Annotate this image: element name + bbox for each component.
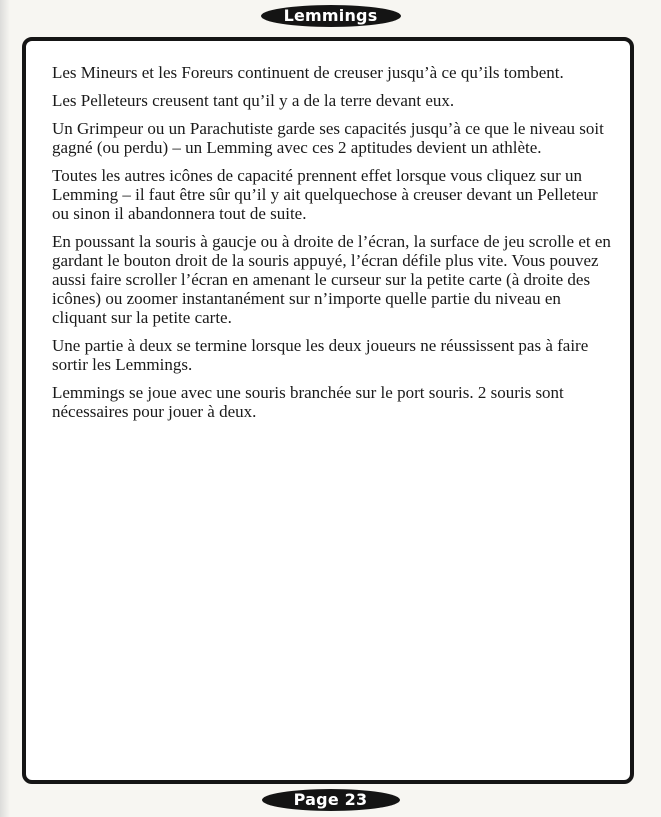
- paragraph: Toutes les autres icônes de capacité prennent effet lorsque vous cliquez sur un Lemming – il faut être sûr qu’il y ait quelquechose à creuser devant un Pelleteur ou sinon il abandonnera tout de suite.: [52, 166, 598, 223]
- header-title: Lemmings: [283, 6, 378, 25]
- paragraph: Les Mineurs et les Foreurs continuent de creuser jusqu’à ce qu’ils tombent.: [52, 63, 564, 82]
- page-edge-shadow: [0, 0, 10, 817]
- paragraph: En poussant la souris à gaucje ou à droite de l’écran, la surface de jeu scrolle et en gardant le bouton droit de la souris appuyé, l’écran défile plus vite. Vous pouvez aussi faire scroller l’écran en amenant le curseur sur la petite carte (à droite des icônes) ou zoomer instantanément sur n’importe quelle partie du niveau en cliquant sur la petite carte.: [52, 232, 611, 327]
- content-frame: [22, 37, 634, 784]
- paragraph: Les Pelleteurs creusent tant qu’il y a de la terre devant eux.: [52, 91, 455, 110]
- paragraph: Une partie à deux se termine lorsque les deux joueurs ne réussissent pas à faire sortir les Lemmings.: [52, 336, 589, 374]
- body-text: [52, 63, 612, 430]
- page-number: Page 23: [293, 790, 368, 809]
- paragraph: Un Grimpeur ou un Parachutiste garde ses capacités jusqu’à ce que le niveau soit gagné (ou perdu) – un Lemming avec ces 2 aptitudes devient un athlète.: [52, 119, 604, 157]
- paragraph: Lemmings se joue avec une souris branchée sur le port souris. 2 souris sont nécessaires pour jouer à deux.: [52, 383, 564, 421]
- page-number-badge: [262, 789, 400, 811]
- header-title-badge: [261, 5, 401, 27]
